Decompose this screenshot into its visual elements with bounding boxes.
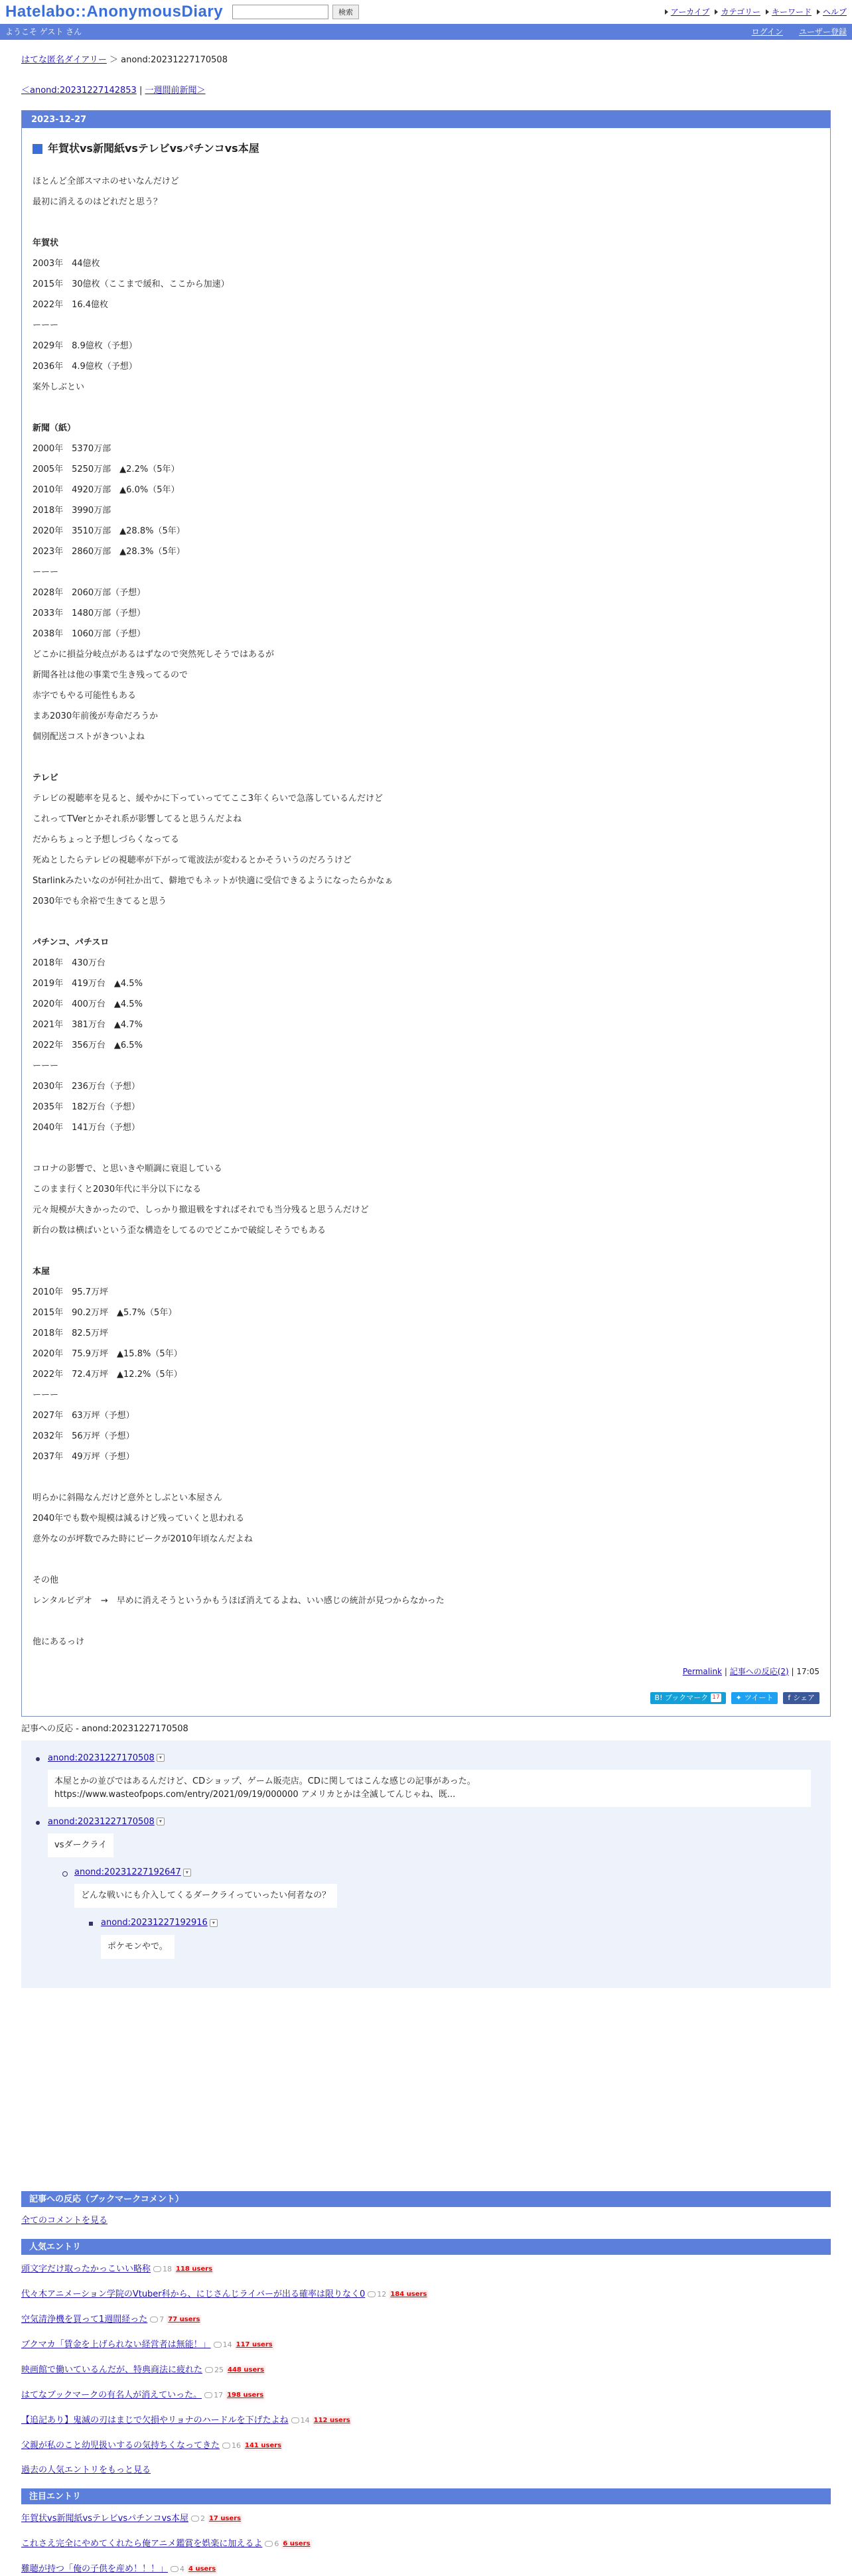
breadcrumb [21,54,831,66]
text-line: 2018年 430万台 [33,958,106,968]
text-line: 2020年 400万台 ▲4.5% [33,999,143,1009]
search-form [232,5,359,19]
main-content [21,40,831,2576]
breadcrumb-current: anond:20231227170508 [121,55,228,65]
comment-count: 14 [291,2415,310,2425]
site-header [0,0,852,24]
text-line: 2028年 2060万部（予想） [33,587,146,598]
text-line: ほとんど全部スマホのせいなんだけど [33,176,179,186]
text-line: このまま行くと2030年代に半分以下になる [33,1184,202,1194]
popular-entries-heading: 人気エントリ [21,2239,831,2255]
bookmark-count: 17 [712,1694,720,1701]
text-line: 2030年 236万台（予想） [33,1081,140,1092]
comment-icon [150,2317,158,2323]
comment-count: 18 [153,2264,172,2274]
comment-count: 7 [150,2315,164,2325]
text-line: 2032年 56万坪（予想） [33,1431,135,1441]
text-line: 2022年 16.4億枚 [33,299,109,310]
comment-icon [204,2392,212,2398]
comment-count: 4 [171,2564,184,2574]
users-badge[interactable]: 117 users [236,2340,273,2348]
blank-line [33,1142,819,1163]
prev-entry-link[interactable]: ＜anond:20231227142853 [21,86,137,96]
text-line: 案外しぶとい [33,382,85,392]
text-line: ーーー [33,567,59,577]
reaction-item [88,1917,817,1958]
hatena-bookmark-button[interactable]: B! ブックマーク 17 [650,1692,726,1704]
users-badge[interactable]: 4 users [188,2565,216,2573]
reactions-tree [21,1741,831,1988]
blank-line [33,916,819,936]
users-badge[interactable]: 118 users [176,2265,213,2273]
entry-row [21,2389,831,2402]
login-link[interactable]: ログイン [751,27,783,36]
users-badge[interactable]: 184 users [390,2290,427,2298]
entry-link[interactable]: 頭文字だけ取ったかっこいい略称 [21,2263,151,2274]
comment-icon [265,2541,273,2547]
text-line: 2018年 82.5万坪 [33,1328,109,1338]
comment-icon [153,2266,161,2272]
text-line: その他 [33,1575,59,1585]
archive-link[interactable]: アーカイブ [665,7,710,18]
comment-count: 2 [191,2514,205,2524]
section-heading: 年賀状 [33,238,59,248]
text-line: ーーー [33,1060,59,1071]
entry-row [21,2313,831,2326]
footer-sep: | [724,1666,727,1676]
text-line: ーーー [33,320,59,330]
entry-row [21,2263,831,2276]
users-badge[interactable]: 112 users [313,2416,350,2424]
comment-count: 12 [368,2289,386,2299]
comment-count: 25 [205,2365,224,2375]
section-heading: 本屋 [33,1266,50,1277]
text-line: ーーー [33,1390,59,1400]
section-heading: 新聞（紙） [33,423,76,433]
pager-separator: | [139,86,143,96]
entry-row [21,2512,831,2526]
text-line: 2000年 5370万部 [33,443,111,454]
text-line: 2030年でも余裕で生きてると思う [33,896,167,906]
users-badge[interactable]: 17 users [208,2514,242,2522]
reaction-link[interactable]: anond:20231227170508 [48,1816,155,1827]
triangle-right-icon [817,9,820,15]
text-line: 2033年 1480万部（予想） [33,608,146,618]
text-line: 元々規模が大きかったので、しっかり撤退戦をすればそれでも当分残ると思うんだけど [33,1204,369,1215]
entry-link[interactable]: 代々木アニメーション学院のVtuber科から、にじさんじライバーが出る確率は限りなく0 [21,2289,366,2299]
blank-line [33,1471,819,1492]
help-link[interactable]: ヘルプ [817,7,847,18]
bird-icon: ✦ [735,1693,742,1702]
text-line: コロナの影響で、と思いきや順調に衰退している [33,1163,222,1174]
register-link[interactable]: ユーザー登録 [798,27,847,36]
reactions-title: 記事への反応 - anond:20231227170508 [21,1723,188,1734]
text-line: まあ2030年前後が寿命だろうか [33,711,159,721]
text-line: Starlinkみたいなのが何社か出て、僻地でもネットが快適に受信できるようになったらかなぁ [33,875,393,886]
text-line: 2040年でも数や規模は減るけど残っていくと思われる [33,1513,245,1524]
entry-link[interactable]: 空気清浄機を買って1週間経った [21,2314,148,2325]
text-line: 2029年 8.9億枚（予想） [33,340,137,351]
comment-count: 16 [222,2441,241,2451]
text-line: 最初に消えるのはどれだと思う？ [33,196,163,207]
text-line: だからちょっと予想しづらくなってる [33,834,180,845]
entry-link[interactable]: これさえ完全にやめてくれたら俺アニメ鑑賞を娯楽に加えるよ [21,2538,263,2549]
reactions-link[interactable]: 記事への反応(2) [729,1666,789,1676]
blank-line [33,1615,819,1636]
entry-footer [33,1666,819,1678]
text-line: レンタルビデオ → 早めに消えそうというかもうほぼ消えてるよね、いい感じの統計が見つからなかった [33,1595,445,1606]
text-line: 他にあるっけ [33,1636,85,1647]
next-entry-link[interactable]: 一週間前新聞＞ [145,86,206,96]
text-line: 2020年 75.9万坪 ▲15.8%（5年） [33,1348,182,1359]
users-badge[interactable]: 448 users [228,2366,265,2374]
entry-row [21,2538,831,2551]
text-line: 赤字でもやる可能性もある [33,690,137,701]
text-line: 2036年 4.9億枚（予想） [33,361,137,372]
text-line: どこかに損益分岐点があるはずなので突然死しそうではあるが [33,649,275,660]
entry-row [21,2563,831,2576]
comment-icon [368,2291,376,2297]
welcome-text: ようこそ ゲスト さん [5,27,82,36]
section-heading: テレビ [33,772,58,783]
expand-icon[interactable]: ▾ [210,1919,218,1927]
expand-icon[interactable]: ▾ [183,1869,191,1877]
comment-icon [171,2566,178,2572]
entry-body [22,128,830,1715]
comment-icon [291,2417,299,2423]
comment-count: 17 [204,2390,223,2400]
triangle-right-icon [715,9,718,15]
facebook-share-button[interactable]: f シェア [783,1692,819,1704]
entry-link[interactable]: 映画館で働いているんだが、特典商法に疲れた [21,2364,203,2375]
breadcrumb-separator: ＞ [109,55,118,65]
text-line: 意外なのが坪数でみた時にピークが2010年頃なんだよね [33,1534,253,1544]
text-line: 2022年 72.4万坪 ▲12.2%（5年） [33,1369,182,1380]
reaction-text: 本屋とかの並びではあるんだけど、CDショップ、ゲーム販売店。CDに関してはこんな感じの記事があった。 https://www.wasteofpops.com/entry/2021/09/19/000000 アメリカとかは全滅してんじゃね、既... [48,1770,811,1807]
comment-icon [191,2516,199,2522]
entry-row [21,2288,831,2301]
text-line: 新台の数は横ばいという歪な構造をしてるのでどこかで破綻しそうでもある [33,1225,326,1236]
text-line: これってTVerとかそれ系が影響してると思うんだよね [33,814,242,824]
reaction-link[interactable]: anond:20231227170508 [48,1753,155,1763]
comment-count: 6 [265,2539,279,2549]
text-line: 死ぬとしたらテレビの視聴率が下がって電波法が変わるとかそういうのだろうけど [33,855,352,865]
entry-link[interactable]: ブクマカ「賃金を上げられない経営者は無能！」 [21,2339,211,2350]
all-comments-link[interactable]: 全てのコメントを見る [21,2215,108,2226]
category-link[interactable]: カテゴリー [715,7,760,18]
popular-entries [21,2263,831,2453]
header-nav [665,7,847,18]
site-logo[interactable]: Hatelabo::AnonymousDiary [5,3,224,21]
more-popular-link[interactable]: 過去の人気エントリをもっと見る [21,2465,151,2475]
users-badge[interactable]: 77 users [168,2315,200,2323]
text-line: 2027年 63万坪（予想） [33,1410,135,1421]
text-line: 2020年 3510万部 ▲28.8%（5年） [33,526,185,536]
entry-date: 2023-12-27 [22,111,830,128]
breadcrumb-home[interactable]: はてな匿名ダイアリー [21,55,107,65]
entry-time: 17:05 [796,1666,819,1676]
users-badge[interactable]: 6 users [283,2540,311,2547]
text-line: 2040年 141万台（予想） [33,1122,140,1133]
text-line: 2015年 90.2万坪 ▲5.7%（5年） [33,1307,177,1318]
text-line: 2035年 182万台（予想） [33,1102,140,1112]
featured-entries-heading: 注目エントリ [21,2488,831,2504]
blank-line [33,751,819,772]
triangle-right-icon [766,9,769,15]
text-line: 2019年 419万台 ▲4.5% [33,978,143,989]
reaction-text: vsダークライ [48,1833,113,1857]
square-icon [33,144,42,154]
text-line: 2010年 4920万部 ▲6.0%（5年） [33,484,180,495]
text-line: 2021年 381万台 ▲4.7% [33,1019,143,1030]
footer-sep: | [791,1666,794,1676]
permalink[interactable]: Permalink [682,1666,722,1676]
text-line: 2015年 30億枚（ここまで緩和、ここから加速） [33,279,230,289]
entry-row [21,2414,831,2427]
user-bar [0,24,852,40]
share-buttons [33,1692,819,1704]
blank-line [33,1245,819,1265]
text-line: 2023年 2860万部 ▲28.3%（5年） [33,546,185,557]
text-line: 2038年 1060万部（予想） [33,628,146,639]
bookmark-comments-heading: 記事への反応（ブックマークコメント） [21,2191,831,2207]
entry-link[interactable]: 父親が私のこと幼児扱いするの気持ちくなってきた [21,2440,220,2451]
entry-text [33,175,819,1649]
entry-row [21,2338,831,2352]
entry-link[interactable]: 年賀状vs新聞紙vsテレビvsパチンコvs本屋 [21,2513,188,2524]
expand-icon[interactable]: ▾ [157,1754,165,1762]
entry-title: 年賀状vs新聞紙vsテレビvsパチンコvs本屋 [33,141,819,156]
featured-entries [21,2512,831,2576]
comment-count: 14 [214,2340,232,2350]
reaction-link[interactable]: anond:20231227192916 [101,1918,208,1928]
keyword-link[interactable]: キーワード [766,7,812,18]
text-line: 2018年 3990万部 [33,505,111,516]
expand-icon[interactable]: ▾ [157,1818,165,1825]
text-line: 2022年 356万台 ▲6.5% [33,1040,143,1050]
entry-link[interactable]: 難聴が持つ「俺の子供を産め！！！」 [21,2563,169,2574]
triangle-right-icon [665,9,668,15]
text-line: 2010年 95.7万坪 [33,1287,109,1297]
entry-link[interactable]: はてなブックマークの有名人が消えていった。 [21,2390,202,2400]
pager [21,85,831,97]
users-badge[interactable]: 141 users [245,2441,282,2449]
comment-icon [222,2443,230,2449]
users-badge[interactable]: 198 users [227,2391,264,2399]
blank-line [33,401,819,422]
text-line: 明らかに斜陽なんだけど意外としぶとい本屋さん [33,1492,223,1503]
entry-row [21,2439,831,2453]
tweet-button[interactable]: ✦ ツイート [731,1692,778,1704]
reaction-item [35,1816,817,1959]
comment-icon [214,2342,222,2348]
reaction-text: どんな戦いにも介入してくるダークライっていったい何者なの？ [74,1884,337,1908]
reaction-item [35,1753,817,1807]
section-heading: パチンコ、パチスロ [33,937,109,948]
text-line: 2037年 49万坪（予想） [33,1451,135,1462]
text-line: テレビの視聴率を見ると、緩やかに下っていっててここ3年くらいで急落しているんだけど [33,793,384,804]
spacer [21,1988,831,2191]
text-line: 個別配送コストがきついよね [33,731,145,742]
entry-link[interactable]: 【追記あり】鬼滅の刃はまじで欠損やリョナのハードルを下げたよね [21,2415,289,2425]
text-line: 新聞各社は他の事業で生き残ってるので [33,670,188,680]
reaction-link[interactable]: anond:20231227192647 [74,1867,181,1878]
text-line: 2003年 44億枚 [33,258,100,269]
search-input[interactable] [232,5,328,19]
search-button[interactable]: 検索 [332,5,359,19]
comment-icon [205,2367,213,2373]
diary-day [21,110,831,1716]
reaction-text: ポケモンやで。 [101,1935,175,1959]
blank-line [33,216,819,237]
entry-row [21,2364,831,2377]
reaction-item [61,1867,817,1958]
blank-line [33,1553,819,1574]
text-line: 2005年 5250万部 ▲2.2%（5年） [33,464,180,474]
facebook-icon: f [788,1693,791,1702]
